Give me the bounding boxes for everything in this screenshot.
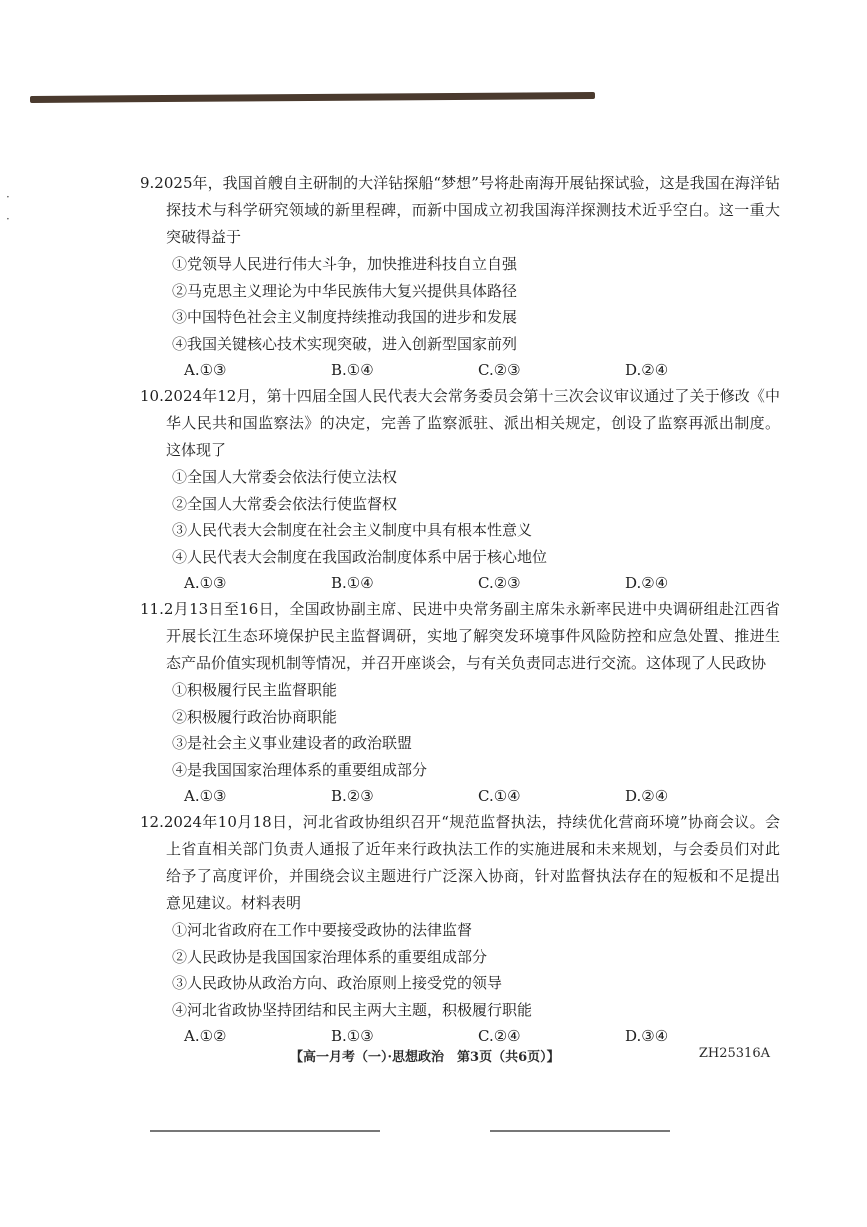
answer-choices: [184, 357, 780, 383]
option-3: ③中国特色社会主义制度持续推动我国的进步和发展: [172, 308, 518, 326]
option-2: ②马克思主义理论为中华民族伟大复兴提供具体路径: [172, 281, 518, 300]
answer-choices: [184, 570, 780, 596]
option-4: ④人民代表大会制度在我国政治制度体系中居于核心地位: [172, 547, 548, 566]
choice-a: A.①②: [184, 1027, 227, 1045]
choice-d: D.②④: [625, 361, 669, 379]
choice-c: C.②③: [478, 361, 521, 379]
option-1: ①河北省政府在工作中要接受政协的法律监督: [172, 921, 473, 939]
question-stem: 9.2025年，我国首艘自主研制的大洋钻探船“梦想”号将赴南海开展钻探试验，这是我国在海洋钻探技术与科学研究领域的新里程碑，而新中国成立初我国海洋探测技术近乎空白。这一重大突破得益于: [140, 174, 780, 246]
question-11: [140, 596, 780, 809]
choice-a: A.①③: [184, 574, 227, 592]
choice-c: C.②④: [478, 1027, 521, 1045]
choice-b: B.①④: [331, 361, 374, 379]
option-4: ④我国关键核心技术实现突破，进入创新型国家前列: [172, 334, 518, 353]
choice-d: D.②④: [625, 574, 669, 592]
margin-speck: ·: [6, 190, 10, 204]
option-2: ②全国人大常委会依法行使监督权: [172, 494, 398, 513]
option-3: ③人民代表大会制度在社会主义制度中具有根本性意义: [172, 521, 533, 539]
question-12: [140, 809, 780, 1049]
choice-b: B.②③: [331, 787, 374, 805]
choice-d: D.③④: [625, 1027, 669, 1045]
page-footer: [290, 1046, 770, 1065]
exam-page: [140, 170, 780, 1049]
scan-bottom-line: [150, 1130, 380, 1132]
question-stem: 10.2024年12月，第十四届全国人民代表大会常务委员会第十三次会议审议通过了关于修改《中华人民共和国监察法》的决定，完善了监察派驻、派出相关规定，创设了监察再派出制度。这体现了: [140, 387, 780, 459]
option-1: ①全国人大常委会依法行使立法权: [172, 468, 398, 486]
choice-c: C.②③: [478, 574, 521, 592]
scan-bottom-line: [490, 1130, 670, 1132]
option-1: ①积极履行民主监督职能: [172, 681, 338, 699]
question-9: [140, 170, 780, 383]
choice-a: A.①③: [184, 361, 227, 379]
option-3: ③人民政协从政治方向、政治原则上接受党的领导: [172, 974, 503, 992]
scan-top-edge: [30, 92, 595, 103]
margin-speck: ·: [6, 212, 10, 226]
question-stem: 11.2月13日至16日，全国政协副主席、民进中央常务副主席朱永新率民进中央调研组赴江西省开展长江生态环境保护民主监督调研，实地了解突发环境事件风险防控和应急处置、推进生态产品价值实现机制等情况，并召开座谈会，与有关负责同志进行交流。这体现了人民政协: [140, 600, 780, 672]
option-2: ②人民政协是我国国家治理体系的重要组成部分: [172, 947, 488, 966]
choice-b: B.①④: [331, 574, 374, 592]
option-4: ④是我国国家治理体系的重要组成部分: [172, 760, 428, 779]
question-stem: 12.2024年10月18日，河北省政协组织召开“规范监督执法，持续优化营商环境”协商会议。会上省直相关部门负责人通报了近年来行政执法工作的实施进展和未来规划，与会委员们对此给予了高度评价，并围绕会议主题进行广泛深入协商，针对监督执法存在的短板和不足提出意见建议。材料表明: [140, 813, 780, 912]
option-1: ①党领导人民进行伟大斗争，加快推进科技自立自强: [172, 255, 518, 273]
choice-d: D.②④: [625, 787, 669, 805]
question-10: [140, 383, 780, 596]
option-2: ②积极履行政治协商职能: [172, 707, 338, 726]
option-4: ④河北省政协坚持团结和民主两大主题，积极履行职能: [172, 1000, 533, 1019]
choice-c: C.①④: [478, 787, 521, 805]
footer-title: 【高一月考（一）·思想政治 第3页（共6页）】: [290, 1050, 560, 1065]
option-3: ③是社会主义事业建设者的政治联盟: [172, 734, 413, 752]
choice-a: A.①③: [184, 787, 227, 805]
answer-choices: [184, 783, 780, 809]
choice-b: B.①③: [331, 1027, 374, 1045]
footer-code: ZH25316A: [698, 1046, 770, 1061]
